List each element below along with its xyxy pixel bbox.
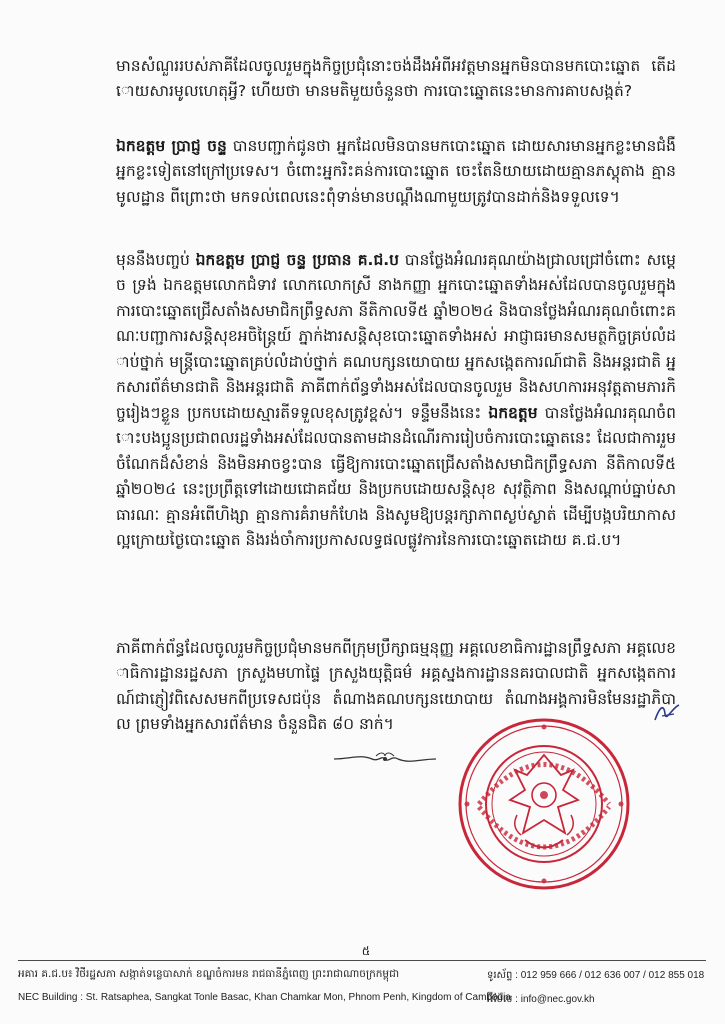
speaker-honorific: ឯកឧត្តម	[488, 403, 538, 422]
page-number: ៥	[361, 944, 371, 958]
paragraph-question	[116, 54, 676, 105]
footer-email[interactable]: អ៊ីម៉ែល : info@nec.gov.kh	[487, 994, 595, 1005]
footer-address-khmer: អគារ គ.ជ.ប៖ វិថីរដ្ឋសភា សង្កាត់ទន្លេបាសាក់ ខណ្ឌចំការមន រាជធានីភ្នំពេញ ព្រះរាជាណាចក្រកម្ពុជា	[18, 968, 400, 980]
footer-phone: ទូរស័ព្ទ : 012 959 666 / 012 636 007 / 012 855 018	[487, 970, 705, 981]
ornamental-divider	[330, 750, 440, 768]
paragraph-closing-remarks	[116, 248, 676, 554]
footer-divider	[18, 960, 706, 961]
speaker-name: ឯកឧត្តម ប្រាជ្ញ ចន្ទ	[116, 136, 227, 155]
paragraph-text: មានសំណួររបស់ភាគីដែលចូលរួមក្នុងកិច្ចប្រជុំនោះចង់ដឹងអំពីអវត្តមានអ្នកមិនបានមកបោះឆ្នោត តើដោយសារមូលហេតុអ្វី? ហើយថា មានមតិមួយចំនួនថា ការបោះឆ្នោតនេះមានការគាបសង្កត់?	[116, 56, 676, 100]
footer-address-english: NEC Building : St. Ratsaphea, Sangkat Tonle Basac, Khan Chamkar Mon, Phnom Penh, Kingdom of Cambodia	[18, 992, 511, 1003]
signature-mark	[652, 702, 682, 724]
paragraph-text: បានថ្លែងអំណរគុណយ៉ាងជ្រាលជ្រៅចំពោះ សម្តេច ទ្រង់ ឯកឧត្តមលោកជំទាវ លោកលោកស្រី នាងកញ្ញា អ្នកបោះឆ្នោតទាំងអស់ដែលបានចូលរួមក្នុងការបោះឆ្នោតជ្រើសតាំងសមាជិកព្រឹទ្ធសភា នីតិកាលទី៥ ឆ្នាំ២០២៤ និងបានថ្លែងអំណរគុណចំពោះគណៈបញ្ជាការសន្តិសុខអចិន្ត្រៃយ៍ ភ្នាក់ងារសន្តិសុខបោះឆ្នោតទាំងអស់ អាជ្ញាធរមានសមត្ថកិច្ចគ្រប់លំដាប់ថ្នាក់ មន្ត្រីបោះឆ្នោតគ្រប់លំដាប់ថ្នាក់ គណបក្សនយោបាយ អ្នកសង្កេតការណ៍ជាតិ និងអន្តរជាតិ អ្នកសារព័ត៌មានជាតិ និងអន្តរជាតិ ភាគីពាក់ព័ន្ធទាំងអស់ដែលបានចូលរួម និងសហការអនុវត្តតាមភារកិច្ចរៀងៗខ្លួន ប្រកបដោយស្មារតីទទួលខុសត្រូវខ្ពស់។ ទន្ទឹមនឹងនេះ	[116, 250, 676, 422]
paragraph-text: មុននឹងបញ្ចប់	[116, 250, 196, 269]
paragraph-text: បានថ្លែងអំណរគុណចំពោះបងប្អូនប្រជាពលរដ្ឋទាំងអស់ដែលបានតាមដានដំណើរការរៀបចំការបោះឆ្នោតនេះ ដែលជាការរួមចំណែកដ៏សំខាន់ និងមិនអាចខ្វះបាន ធ្វើឱ្យការបោះឆ្នោតជ្រើសតាំងសមាជិកព្រឹទ្ធសភា នីតិកាលទី៥ ឆ្នាំ២០២៤ នេះប្រព្រឹត្តទៅដោយជោគជ័យ និងប្រកបដោយសន្តិសុខ សុវត្ថិភាព និងសណ្តាប់ធ្នាប់សាធារណៈ គ្មានអំពើហិង្សា គ្មានការគំរាមកំហែង និងសូមឱ្យបន្តរក្សាភាពស្ងប់ស្ងាត់ ដើម្បីបង្កបរិយាកាសល្អក្រោយថ្ងៃបោះឆ្នោត និងរង់ចាំការប្រកាសលទ្ធផលផ្លូវការនៃការបោះឆ្នោតដោយ គ.ជ.ប។	[116, 403, 676, 549]
official-seal-icon	[455, 715, 633, 893]
paragraph-text: បានបញ្ជាក់ជូនថា អ្នកដែលមិនបានមកបោះឆ្នោត ដោយសារមានអ្នកខ្លះមានជំងឺ អ្នកខ្លះទៀតនៅក្រៅប្រទេស។ ចំពោះអ្នករិះគន់ការបោះឆ្នោត ចេះតែនិយាយដោយគ្មានភស្តុតាង គ្មានមូលដ្ឋាន ពីព្រោះថា មកទល់ពេលនេះពុំទាន់មានបណ្តឹងណាមួយត្រូវបានដាក់និងទទួលទេ។	[116, 136, 676, 206]
paragraph-text: ភាគីពាក់ព័ន្ធដែលចូលរួមកិច្ចប្រជុំមានមកពីក្រុមប្រឹក្សាធម្មនុញ្ញ អគ្គលេខាធិការដ្ឋានព្រឹទ្ធសភា អគ្គលេខាធិការដ្ឋានរដ្ឋសភា ក្រសួងមហាផ្ទៃ ក្រសួងយុត្តិធម៌ អគ្គស្នងការដ្ឋាននគរបាលជាតិ អ្នកសង្កេតការណ៍ជាភ្ញៀវពិសេសមកពីប្រទេសជប៉ុន តំណាងគណបក្សនយោបាយ តំណាងអង្គការមិនមែនរដ្ឋាភិបាល ព្រមទាំងអ្នកសារព័ត៌មាន ចំនួនជិត ៨០ នាក់។	[116, 638, 676, 733]
paragraph-response	[116, 134, 676, 211]
speaker-title: ឯកឧត្តម ប្រាជ្ញ ចន្ទ ប្រធាន គ.ជ.ប	[195, 250, 400, 269]
